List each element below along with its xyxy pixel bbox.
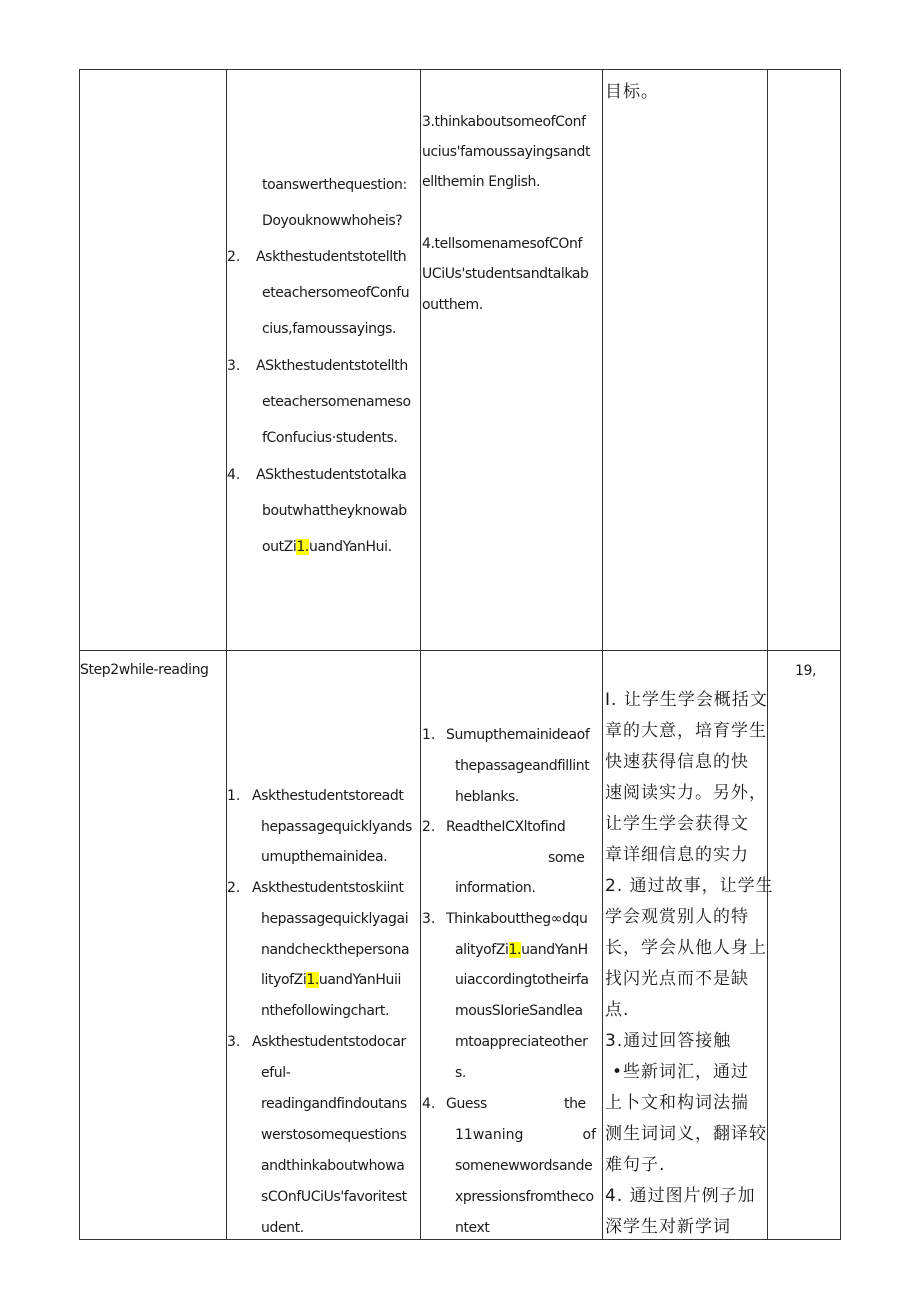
student-activity-line: ReadtheICXltofind bbox=[446, 819, 566, 835]
text-fragment: uandYanHuii bbox=[318, 972, 401, 988]
design-intent-line: 长，学会从他人身上 bbox=[605, 938, 767, 958]
design-intent-line: 深学生对新学词 bbox=[605, 1217, 731, 1237]
teacher-activity-line: nthefollowingchart. bbox=[261, 1003, 390, 1019]
column-divider bbox=[420, 69, 421, 1240]
teacher-activity-line: Doyouknowwhoheis? bbox=[262, 213, 403, 229]
design-intent-line: 测生词词义，翻译较 bbox=[605, 1124, 767, 1144]
text-fragment: outZi bbox=[262, 539, 297, 555]
teacher-activity-line: umupthemainidea. bbox=[261, 849, 388, 865]
student-activity-line: ellthemin English. bbox=[422, 174, 541, 190]
time-value: 19, bbox=[795, 663, 817, 679]
list-number: 2. bbox=[227, 249, 241, 265]
list-number: 3. bbox=[227, 358, 241, 374]
design-intent-line: 2. 通过故事，让学生 bbox=[605, 876, 774, 896]
teacher-activity-line: werstosomequestions bbox=[261, 1127, 407, 1143]
teacher-activity-line: boutwhattheyknowab bbox=[262, 503, 407, 519]
student-activity-line: mousSIorieSandlea bbox=[455, 1003, 583, 1019]
highlighted-text: 1. bbox=[296, 539, 309, 555]
student-activity-line: some bbox=[548, 850, 585, 866]
teacher-activity-line: eteachersomenameso bbox=[262, 394, 411, 410]
student-activity-line: Thinkabouttheg∞dqu bbox=[446, 911, 588, 927]
column-divider bbox=[226, 69, 227, 1240]
step-label: Step2while-reading bbox=[80, 662, 209, 678]
teacher-activity-line: fConfucius·students. bbox=[262, 430, 398, 446]
student-activity-line: information. bbox=[455, 880, 536, 896]
teacher-activity-line bbox=[262, 537, 392, 557]
row-divider bbox=[79, 650, 841, 651]
teacher-activity-line: udent. bbox=[261, 1220, 304, 1236]
teacher-activity-line: hepassagequicklyagai bbox=[261, 911, 409, 927]
text-fragment: of bbox=[582, 1127, 596, 1143]
text-fragment: 11waning bbox=[455, 1127, 524, 1143]
text-fragment: uandYanH bbox=[521, 942, 588, 958]
design-intent-line: 上卜文和构词法揣 bbox=[605, 1093, 749, 1113]
highlighted-text: 1. bbox=[306, 972, 319, 988]
teacher-activity-line: Askthestudentstoskiint bbox=[252, 880, 404, 896]
student-activity-line: xpressionsfromtheco bbox=[455, 1189, 594, 1205]
list-number: 3. bbox=[422, 911, 436, 927]
teacher-activity-line: hepassagequicklyands bbox=[261, 819, 412, 835]
design-intent-line: 3.通过回答接触 bbox=[605, 1031, 732, 1051]
teacher-activity-line: sCOnfUCiUs'favoritest bbox=[261, 1189, 407, 1205]
student-activity-line: UCiUs'studentsandtalkab bbox=[422, 266, 589, 282]
student-activity-line: heblanks. bbox=[455, 789, 519, 805]
column-divider bbox=[602, 69, 603, 1240]
teacher-activity-line: Askthestudentstoreadt bbox=[252, 788, 404, 804]
design-intent-line: 点. bbox=[605, 1000, 630, 1020]
list-number: 3. bbox=[227, 1034, 241, 1050]
student-activity-line: ntext bbox=[455, 1220, 490, 1236]
teacher-activity-line: nandcheckthepersona bbox=[261, 942, 410, 958]
teacher-activity-line: Askthestudentstotellth bbox=[256, 249, 407, 265]
highlighted-text: 1. bbox=[508, 942, 522, 958]
teacher-activity-line: ASkthestudentstotalka bbox=[256, 467, 407, 483]
student-activity-line: 3.thinkaboutsomeofConf bbox=[422, 114, 586, 130]
design-intent-text: 目标。 bbox=[605, 82, 659, 102]
design-intent-line: 学会观赏别人的特 bbox=[605, 907, 749, 927]
design-intent-line: 4. 通过图片例子加 bbox=[605, 1186, 756, 1206]
teacher-activity-line bbox=[261, 970, 401, 990]
design-intent-line: •些新词汇，通过 bbox=[612, 1062, 750, 1082]
teacher-activity-line: cius,famoussayings. bbox=[262, 321, 397, 337]
design-intent-line: 章详细信息的实力 bbox=[605, 845, 749, 865]
student-activity-line: mtoappreciateother bbox=[455, 1034, 588, 1050]
design-intent-line: I. 让学生学会概括文 bbox=[605, 690, 768, 710]
teacher-activity-line: andthinkaboutwhowa bbox=[261, 1158, 405, 1174]
teacher-activity-line: eful- bbox=[261, 1065, 291, 1081]
list-number: 2. bbox=[422, 819, 436, 835]
teacher-activity-line: eteachersomeofConfu bbox=[262, 285, 410, 301]
teacher-activity-line: ASkthestudentstotellth bbox=[256, 358, 408, 374]
student-activity-line: outthem. bbox=[422, 297, 483, 313]
teacher-activity-line: toanswerthequestion: bbox=[262, 177, 407, 193]
student-activity-line: somenewwordsande bbox=[455, 1158, 593, 1174]
list-number: 4. bbox=[227, 467, 241, 483]
design-intent-line: 章的大意，培育学生 bbox=[605, 721, 767, 741]
student-activity-line: Guess bbox=[446, 1096, 487, 1112]
column-divider bbox=[767, 69, 768, 1240]
list-number: 4. bbox=[422, 1096, 436, 1112]
student-activity-line: Sumupthemainideaof bbox=[446, 727, 590, 743]
student-activity-line: 4.tellsomenamesofCOnf bbox=[422, 236, 583, 252]
list-number: 1. bbox=[227, 788, 241, 804]
teacher-activity-line: Askthestudentstodocar bbox=[252, 1034, 406, 1050]
student-activity-line bbox=[455, 940, 588, 960]
student-activity-line bbox=[455, 1125, 596, 1145]
student-activity-line: ucius'famoussayingsandt bbox=[422, 144, 591, 160]
design-intent-line: 难句子. bbox=[605, 1155, 666, 1175]
list-number: 1. bbox=[422, 727, 436, 743]
student-activity-line: s. bbox=[455, 1065, 466, 1081]
design-intent-line: 找闪光点而不是缺 bbox=[605, 969, 749, 989]
text-fragment: lityofZi bbox=[261, 972, 307, 988]
design-intent-line: 快速获得信息的快 bbox=[605, 752, 749, 772]
design-intent-line: 速阅读实力。另外， bbox=[605, 783, 767, 803]
text-fragment: uandYanHui. bbox=[308, 539, 392, 555]
student-activity-line: thepassageandfillint bbox=[455, 758, 590, 774]
list-number: 2. bbox=[227, 880, 241, 896]
teacher-activity-line: readingandfindoutans bbox=[261, 1096, 407, 1112]
student-activity-line: uiaccordingtotheirfa bbox=[455, 972, 589, 988]
text-fragment: alityofZi bbox=[455, 942, 509, 958]
student-activity-line: the bbox=[564, 1096, 586, 1112]
design-intent-line: 让学生学会获得文 bbox=[605, 814, 749, 834]
